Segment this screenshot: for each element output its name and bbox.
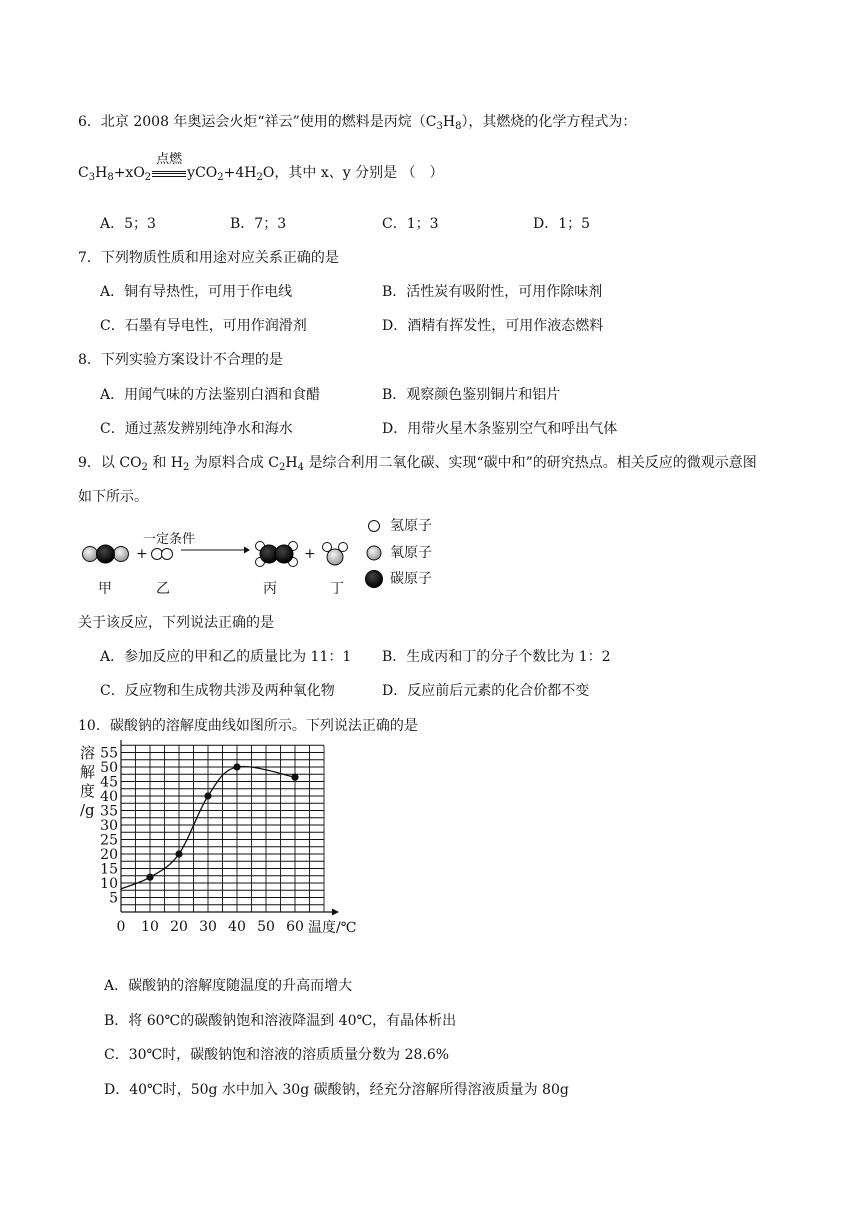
q9-option-d[interactable]: D．反应前后元素的化合价都不变 (382, 683, 590, 699)
q8-option-a[interactable]: A．用闻气味的方法鉴别白酒和食醋 (100, 387, 321, 403)
q9-question: 关于该反应，下列说法正确的是 (78, 615, 274, 631)
x-tick-label: 20 (170, 919, 188, 935)
legend-oxygen-icon (367, 546, 381, 560)
q10-option-c[interactable]: C．30℃时，碳酸钠饱和溶液的溶质质量分数为 28.6% (104, 1047, 450, 1063)
y-tick-label: 15 (100, 861, 118, 878)
q7-option-c[interactable]: C．石墨有导电性，可用作润滑剂 (100, 318, 307, 334)
q9-option-a[interactable]: A．参加反应的甲和乙的质量比为 11：1 (100, 649, 352, 665)
q9-option-c[interactable]: C．反应物和生成物共涉及两种氧化物 (100, 683, 335, 699)
legend-hydrogen-label: 氢原子 (390, 518, 432, 534)
chart-axes (118, 740, 340, 916)
label-bing: 丙 (263, 581, 277, 597)
q6-stem-text: 6．北京 2008 年奥运会火炬“祥云”使用的燃料是丙烷（C (78, 114, 437, 130)
q9-stem-line2: 如下所示。 (78, 489, 148, 505)
q10-option-d[interactable]: D．40℃时，50g 水中加入 30g 碳酸钠，经充分溶解所得溶液质量为 80g (104, 1082, 569, 1098)
plus-sign-2: + (304, 546, 316, 562)
molecule-co2-icon (83, 545, 129, 563)
legend-oxygen-label: 氧原子 (390, 545, 432, 561)
q9-option-b[interactable]: B．生成丙和丁的分子个数比为 1：2 (382, 649, 611, 665)
label-jia: 甲 (98, 581, 112, 597)
q7-option-a[interactable]: A．铜有导热性，可用于作电线 (100, 284, 293, 300)
legend-hydrogen-icon (369, 521, 380, 532)
q7-option-d[interactable]: D．酒精有挥发性，可用作液态燃料 (382, 318, 604, 334)
y-tick-label: 30 (100, 818, 118, 834)
equals-sign-icon (152, 171, 186, 177)
y-tick-label: 5 (109, 890, 118, 907)
q8-option-c[interactable]: C．通过蒸发辨别纯净水和海水 (100, 421, 293, 437)
x-axis-label: 温度/℃ (308, 920, 357, 936)
y-tick-label: 45 (100, 774, 118, 791)
y-tick-label: 25 (100, 832, 118, 849)
molecule-h2o-icon (323, 543, 348, 566)
molecule-c2h4-icon (256, 542, 298, 567)
molecule-h2-icon (152, 549, 173, 560)
y-axis-label: 度 (80, 782, 96, 800)
reaction-condition-label: 一定条件 (143, 532, 196, 547)
chart-grid (121, 745, 324, 912)
y-tick-label: 40 (100, 789, 118, 805)
x-tick-label: 60 (286, 919, 304, 935)
legend-carbon-label: 碳原子 (390, 571, 432, 587)
solubility-chart (70, 740, 380, 970)
y-tick-label: 55 (100, 745, 118, 762)
q6-option-a[interactable]: A．5；3 (100, 216, 156, 232)
y-axis-label: 解 (80, 763, 96, 781)
q7-stem: 7．下列物质性质和用途对应关系正确的是 (78, 250, 339, 266)
y-tick-label: 50 (100, 760, 118, 776)
q8-option-b[interactable]: B．观察颜色鉴别铜片和铝片 (382, 387, 561, 403)
x-tick-label: 10 (141, 919, 159, 935)
q7-option-b[interactable]: B．活性炭有吸附性，可用作除味剂 (382, 284, 603, 300)
q10-option-b[interactable]: B．将 60℃的碳酸钠饱和溶液降温到 40℃，有晶体析出 (104, 1013, 457, 1029)
data-point (233, 763, 240, 770)
y-tick-label: 10 (100, 876, 118, 892)
q10-stem: 10．碳酸钠的溶解度曲线如图所示。下列说法正确的是 (78, 718, 418, 734)
label-yi: 乙 (156, 581, 170, 597)
q6-option-b[interactable]: B．7；3 (230, 216, 287, 232)
data-point (175, 850, 182, 857)
q6-option-d[interactable]: D．1；5 (533, 216, 591, 232)
x-axis-arrow-icon (332, 909, 339, 916)
data-point (146, 874, 153, 881)
label-ding: 丁 (330, 581, 344, 597)
q8-option-d[interactable]: D．用带火星木条鉴别空气和呼出气体 (382, 421, 618, 437)
reaction-condition: 点燃 (151, 163, 187, 183)
q10-option-a[interactable]: A．碳酸钠的溶解度随温度的升高而增大 (104, 978, 353, 994)
q6-equation: $C_3H_8+xO_2$ 点燃 $yCO_2+4H_2O$，其中 x、y 分别是 （ ） (78, 152, 444, 183)
y-tick-label: 20 (100, 847, 118, 863)
data-point (204, 792, 211, 799)
x-tick-label: 50 (257, 919, 275, 935)
y-axis-label: 溶 (80, 744, 96, 762)
legend-carbon-icon (366, 571, 383, 588)
x-tick-label: 40 (228, 919, 246, 935)
q6-stem: 6．北京 2008 年奥运会火炬“祥云”使用的燃料是丙烷$(C_3H_8)$，其燃烧的化学方程式为： (78, 114, 637, 132)
data-point (291, 774, 298, 781)
q6-option-c[interactable]: C．1；3 (382, 216, 439, 232)
plus-sign-1: + (136, 546, 148, 562)
x-tick-label: 0 (116, 919, 126, 935)
q8-stem: 8．下列实验方案设计不合理的是 (78, 352, 283, 368)
x-tick-label: 30 (199, 919, 217, 935)
q9-stem-line1: 9．以 $CO_2$ 和 $H_2$ 为原料合成 $C_2H_4$ 是综合利用二氧化碳、实现“碳中和”的研究热点。相关反应的微观示意图 (78, 455, 757, 473)
y-tick-label: 35 (100, 803, 118, 820)
y-axis-label: /g (80, 801, 95, 819)
